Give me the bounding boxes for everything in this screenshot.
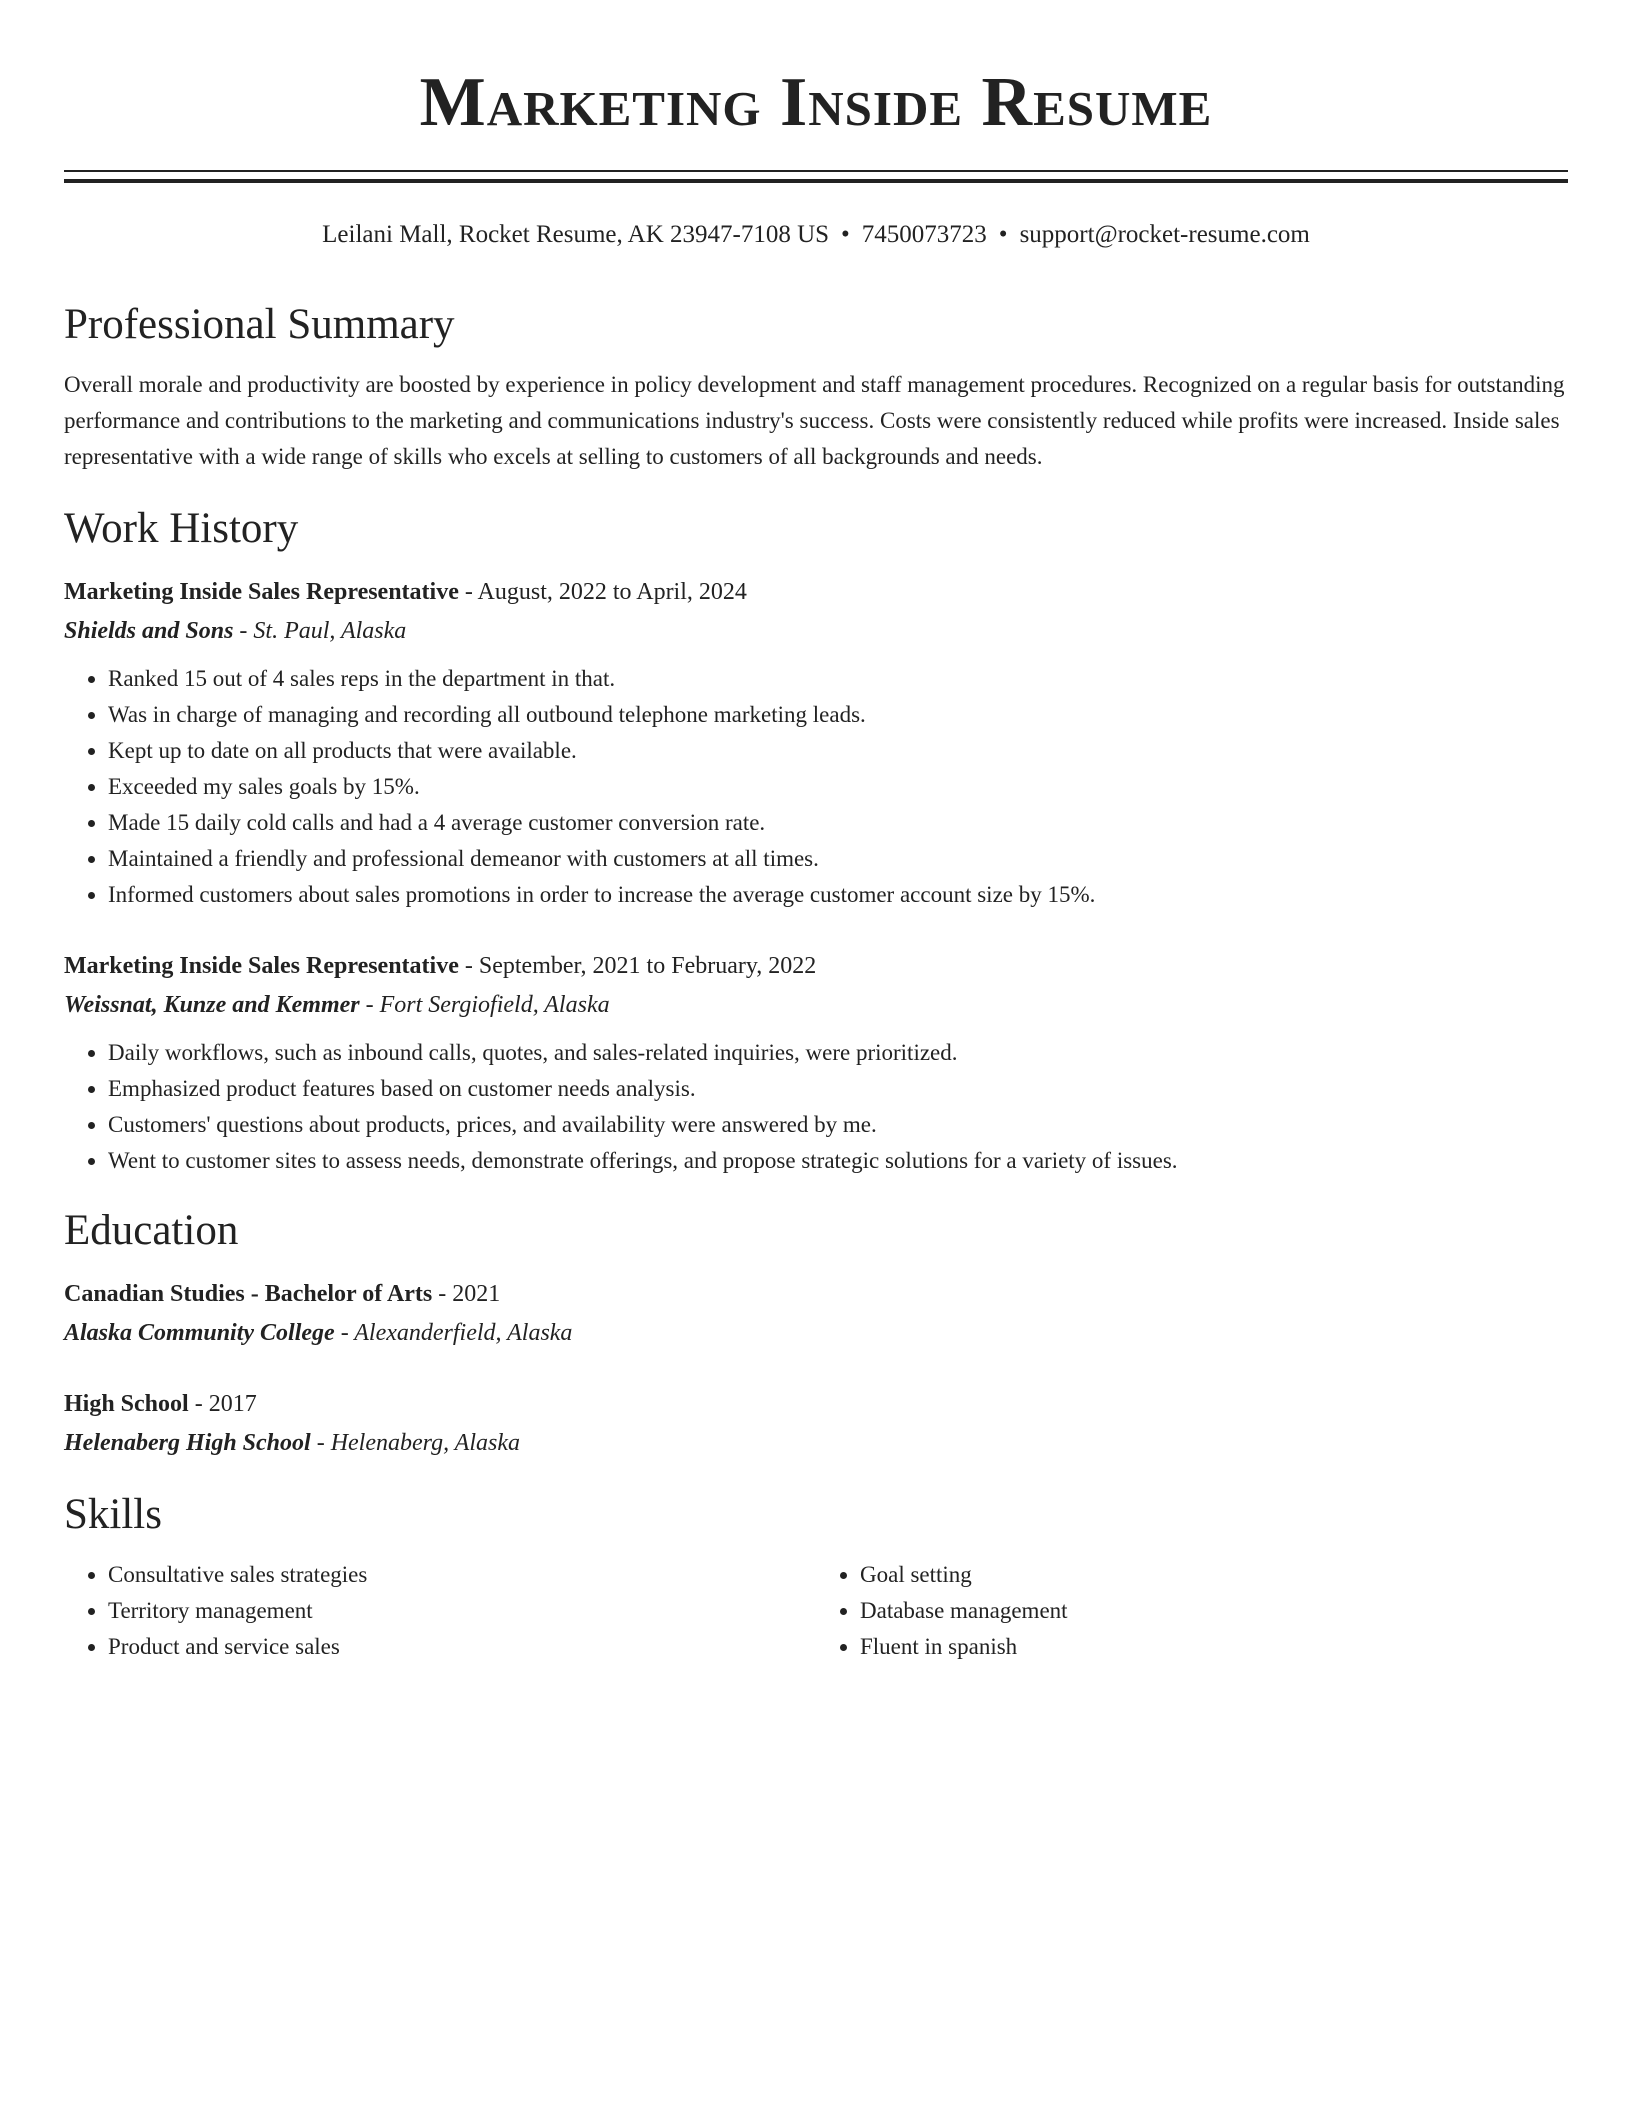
skill-item: • Territory management — [108, 1593, 816, 1629]
education-location: Alexanderfield, Alaska — [354, 1320, 573, 1346]
education-degree-line: Canadian Studies - Bachelor of Arts - 2021 — [64, 1281, 501, 1307]
contact-separator: • — [841, 221, 850, 248]
list-item: • Ranked 15 out of 4 sales reps in the department in that. — [108, 661, 1568, 697]
header-divider — [64, 170, 1568, 183]
contact-info — [64, 219, 1568, 251]
resume-title: Marketing Inside Resume — [419, 64, 1213, 141]
contact-email: support@rocket-resume.com — [1019, 221, 1310, 248]
contact-phone: 7450073723 — [861, 221, 987, 248]
list-item: • Kept up to date on all products that were available. — [108, 733, 1568, 769]
job-title-line: Marketing Inside Sales Representative - August, 2022 to April, 2024 — [64, 579, 747, 605]
list-item: • Made 15 daily cold calls and had a 4 average customer conversion rate. — [108, 805, 1568, 841]
education-school-line: Helenaberg High School - Helenaberg, Alaska — [64, 1430, 520, 1456]
job-company: Weissnat, Kunze and Kemmer — [64, 992, 360, 1018]
contact-address: Leilani Mall, Rocket Resume, AK 23947-7108 US — [322, 221, 830, 248]
job-bullets — [64, 1035, 1568, 1179]
education-year: 2017 — [208, 1391, 257, 1417]
skills-columns — [64, 1557, 1568, 1665]
job-dates: September, 2021 to February, 2022 — [478, 953, 817, 979]
job-bullets — [64, 661, 1568, 913]
list-item: • Customers' questions about products, prices, and availability were answered by me. — [108, 1107, 1568, 1143]
education-location: Helenaberg, Alaska — [330, 1430, 520, 1456]
job-entry — [64, 947, 1568, 1179]
job-location: Fort Sergiofield, Alaska — [379, 992, 610, 1018]
education-degree: High School — [64, 1391, 189, 1417]
list-item: • Emphasized product features based on customer needs analysis. — [108, 1071, 1568, 1107]
list-item: • Informed customers about sales promotions in order to increase the average customer account size by 15%. — [108, 877, 1568, 913]
education-school: Helenaberg High School — [64, 1430, 311, 1456]
job-company-line: Shields and Sons - St. Paul, Alaska — [64, 618, 407, 644]
job-title: Marketing Inside Sales Representative — [64, 953, 459, 979]
job-entry — [64, 573, 1568, 913]
list-item: • Maintained a friendly and professional demeanor with customers at all times. — [108, 841, 1568, 877]
section-heading-summary: Professional Summary — [64, 301, 455, 348]
list-item: • Was in charge of managing and recording all outbound telephone marketing leads. — [108, 697, 1568, 733]
education-entry — [64, 1385, 1568, 1463]
section-heading-work-history: Work History — [64, 505, 299, 552]
skills-list-left — [64, 1557, 816, 1665]
list-item: • Went to customer sites to assess needs, demonstrate offerings, and propose strategic solutions for a variety of issues. — [108, 1143, 1568, 1179]
job-dates: August, 2022 to April, 2024 — [477, 579, 747, 605]
list-item: • Exceeded my sales goals by 15%. — [108, 769, 1568, 805]
list-item: • Daily workflows, such as inbound calls, quotes, and sales-related inquiries, were prioritized. — [108, 1035, 1568, 1071]
skill-item: • Product and service sales — [108, 1629, 816, 1665]
section-heading-education: Education — [64, 1207, 239, 1254]
skill-item: • Goal setting — [860, 1557, 1568, 1593]
skill-item: • Database management — [860, 1593, 1568, 1629]
contact-separator: • — [998, 221, 1008, 248]
education-school-line: Alaska Community College - Alexanderfield, Alaska — [64, 1320, 573, 1346]
education-entry — [64, 1275, 1568, 1353]
skill-item: • Fluent in spanish — [860, 1629, 1568, 1665]
summary-text: Overall morale and productivity are boosted by experience in policy development and staff management procedures. Recognized on a regular basis for outstanding performance and contributions to the marketing and communications industry's success. Costs were consistently reduced while profits were increased. Inside sales representative with a wide range of skills who excels at selling to customers of all backgrounds and needs. — [64, 372, 1565, 469]
section-heading-skills: Skills — [64, 1491, 162, 1538]
skills-list-right — [816, 1557, 1568, 1665]
education-school: Alaska Community College — [64, 1320, 335, 1346]
skill-item: • Consultative sales strategies — [108, 1557, 816, 1593]
education-degree-line: High School - 2017 — [64, 1391, 257, 1417]
job-location: St. Paul, Alaska — [253, 618, 407, 644]
job-company-line: Weissnat, Kunze and Kemmer - Fort Sergiofield, Alaska — [64, 992, 610, 1018]
job-title-line: Marketing Inside Sales Representative - September, 2021 to February, 2022 — [64, 953, 817, 979]
job-title: Marketing Inside Sales Representative — [64, 579, 459, 605]
job-company: Shields and Sons — [64, 618, 234, 644]
education-year: 2021 — [452, 1281, 501, 1307]
education-degree: Canadian Studies - Bachelor of Arts — [64, 1281, 433, 1307]
